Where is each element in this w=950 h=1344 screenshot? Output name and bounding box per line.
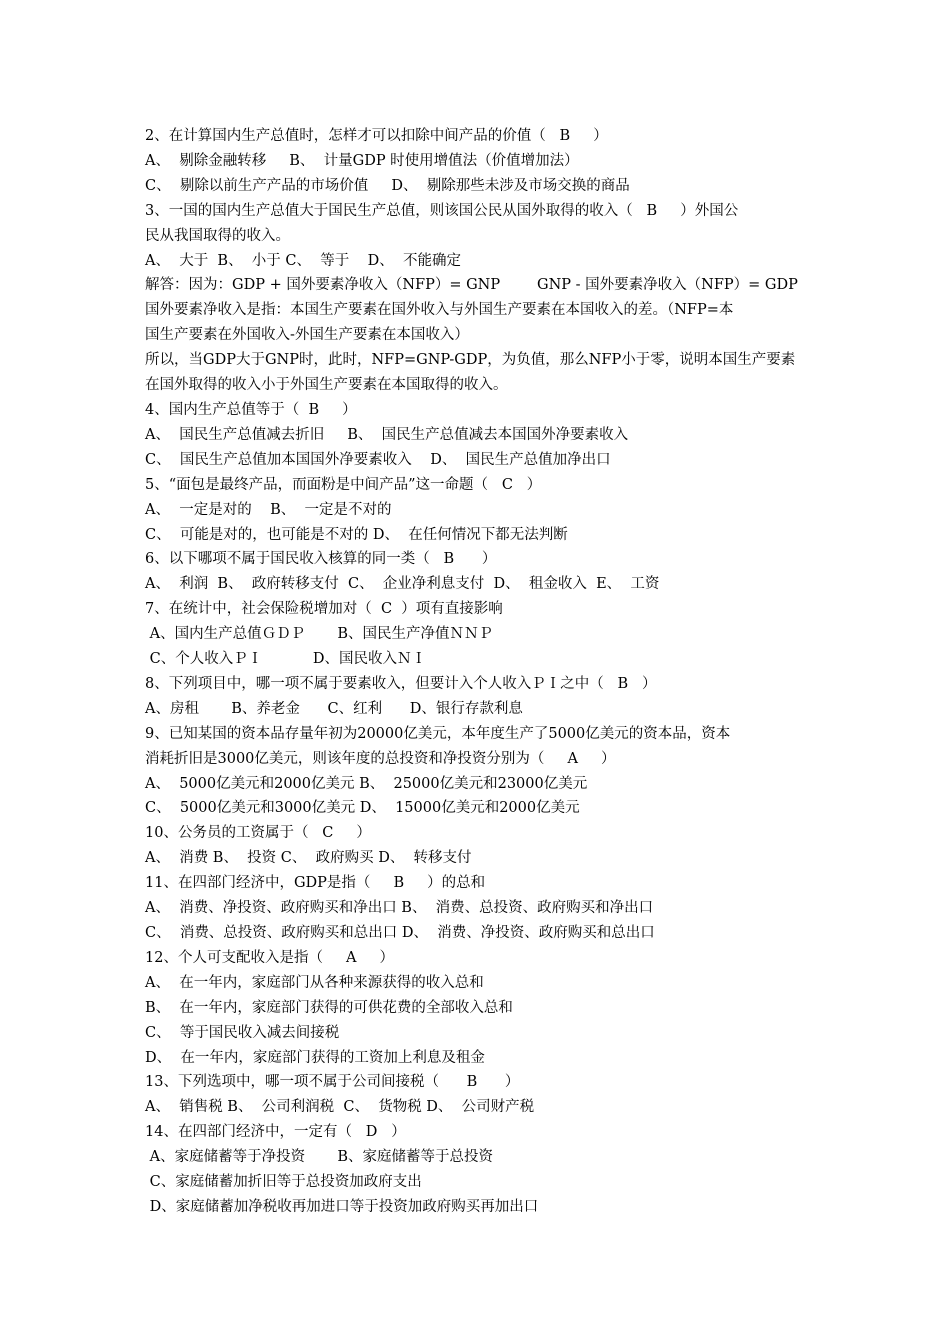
question-5-stem: 5、“面包是最终产品，而面粉是中间产品”这一命题（ C ）: [145, 476, 542, 493]
question-12-option-b: B、 在一年内，家庭部门获得的可供花费的全部收入总和: [145, 999, 513, 1016]
question-3-stem: 3、一国的国内生产总值大于国民生产总值，则该国公民从国外取得的收入（ B ）外国公: [145, 202, 739, 219]
question-9-options-cd: C、 5000亿美元和3000亿美元 D、 15000亿美元和2000亿美元: [145, 800, 580, 817]
question-12-stem: 12、个人可支配收入是指（ A ）: [145, 949, 395, 966]
question-8-stem: 8、下列项目中，哪一项不属于要素收入，但要计入个人收入ＰＩ之中（ B ）: [145, 675, 657, 692]
question-7-stem: 7、在统计中，社会保险税增加对（ C ）项有直接影响: [145, 601, 503, 618]
question-9-stem: 9、已知某国的资本品存量年初为20000亿美元，本年度生产了5000亿美元的资本品，资本: [145, 725, 731, 742]
question-8-options: A、房租 B、养老金 C、红利 D、银行存款利息: [145, 700, 523, 717]
question-11-options-ab: A、 消费、净投资、政府购买和净出口 B、 消费、总投资、政府购买和净出口: [145, 900, 654, 917]
question-10-stem: 10、公务员的工资属于（ C ）: [145, 825, 371, 842]
question-3-stem-cont: 民从我国取得的收入。: [145, 227, 290, 244]
answer-explanation-4: 所以，当GDP大于GNP时，此时，NFP=GNP-GDP，为负值，那么NFP小于零，说明本国生产要素: [145, 352, 796, 369]
question-9-stem-cont: 消耗折旧是3000亿美元，则该年度的总投资和净投资分别为（ A ）: [145, 750, 616, 767]
question-4-options-cd: C、 国民生产总值加本国国外净要素收入 D、 国民生产总值加净出口: [145, 451, 611, 468]
question-13-options: A、 销售税 B、 公司利润税 C、 货物税 D、 公司财产税: [145, 1099, 535, 1116]
page-body: [145, 124, 825, 1220]
question-12-option-d: D、 在一年内，家庭部门获得的工资加上利息及租金: [145, 1049, 485, 1066]
question-6-options: A、 利润 B、 政府转移支付 C、 企业净利息支付 D、 租金收入 E、 工资: [145, 576, 660, 593]
question-14-option-c: C、家庭储蓄加折旧等于总投资加政府支出: [145, 1174, 422, 1191]
question-7-options-ab: A、国内生产总值ＧＤＰ B、国民生产净值ＮＮＰ: [145, 626, 493, 643]
question-9-options-ab: A、 5000亿美元和2000亿美元 B、 25000亿美元和23000亿美元: [145, 775, 588, 792]
question-2-options-ab: A、 剔除金融转移 B、 计量GDP 时使用增值法（价值增加法）: [145, 152, 579, 169]
question-12-option-a: A、 在一年内，家庭部门从各种来源获得的收入总和: [145, 974, 484, 991]
answer-explanation-5: 在国外取得的收入小于外国生产要素在本国取得的收入。: [145, 377, 508, 394]
question-11-stem: 11、在四部门经济中，GDP是指（ B ）的总和: [145, 875, 486, 892]
question-10-options: A、 消费 B、 投资 C、 政府购买 D、 转移支付: [145, 850, 472, 867]
question-14-stem: 14、在四部门经济中，一定有（ D ）: [145, 1124, 406, 1141]
question-11-options-cd: C、 消费、总投资、政府购买和总出口 D、 消费、净投资、政府购买和总出口: [145, 925, 655, 941]
question-4-stem: 4、国内生产总值等于（ B ）: [145, 401, 357, 418]
question-7-options-cd: C、个人收入ＰＩ D、国民收入ＮＩ: [145, 651, 427, 668]
question-14-options-ab: A、家庭储蓄等于净投资 B、家庭储蓄等于总投资: [145, 1149, 493, 1166]
question-2-stem: 2、在计算国内生产总值时，怎样才可以扣除中间产品的价值（ B ）: [145, 128, 608, 144]
question-13-stem: 13、下列选项中，哪一项不属于公司间接税（ B ）: [145, 1074, 520, 1091]
answer-explanation-2: 国外要素净收入是指：本国生产要素在国外收入与外国生产要素在本国收入的差。（NFP=本: [145, 302, 734, 319]
question-12-option-c: C、 等于国民收入减去间接税: [145, 1024, 340, 1041]
question-14-option-d: D、家庭储蓄加净税收再加进口等于投资加政府购买再加出口: [145, 1198, 539, 1215]
question-5-options-cd: C、 可能是对的，也可能是不对的 D、 在任何情况下都无法判断: [145, 526, 568, 543]
question-3-options: A、 大于 B、 小于 C、 等于 D、 不能确定: [145, 252, 461, 269]
answer-explanation-3: 国生产要素在外国收入-外国生产要素在本国收入）: [145, 327, 469, 344]
question-2-options-cd: C、 剔除以前生产产品的市场价值 D、 剔除那些未涉及市场交换的商品: [145, 177, 630, 194]
answer-explanation-1: 解答：因为：GDP + 国外要素净收入（NFP）= GNP GNP - 国外要素净收入（NFP）= GDP: [145, 277, 798, 294]
question-5-options-ab: A、 一定是对的 B、 一定是不对的: [145, 501, 392, 518]
question-4-options-ab: A、 国民生产总值减去折旧 B、 国民生产总值减去本国国外净要素收入: [145, 426, 629, 443]
question-6-stem: 6、以下哪项不属于国民收入核算的同一类（ B ）: [145, 551, 497, 568]
